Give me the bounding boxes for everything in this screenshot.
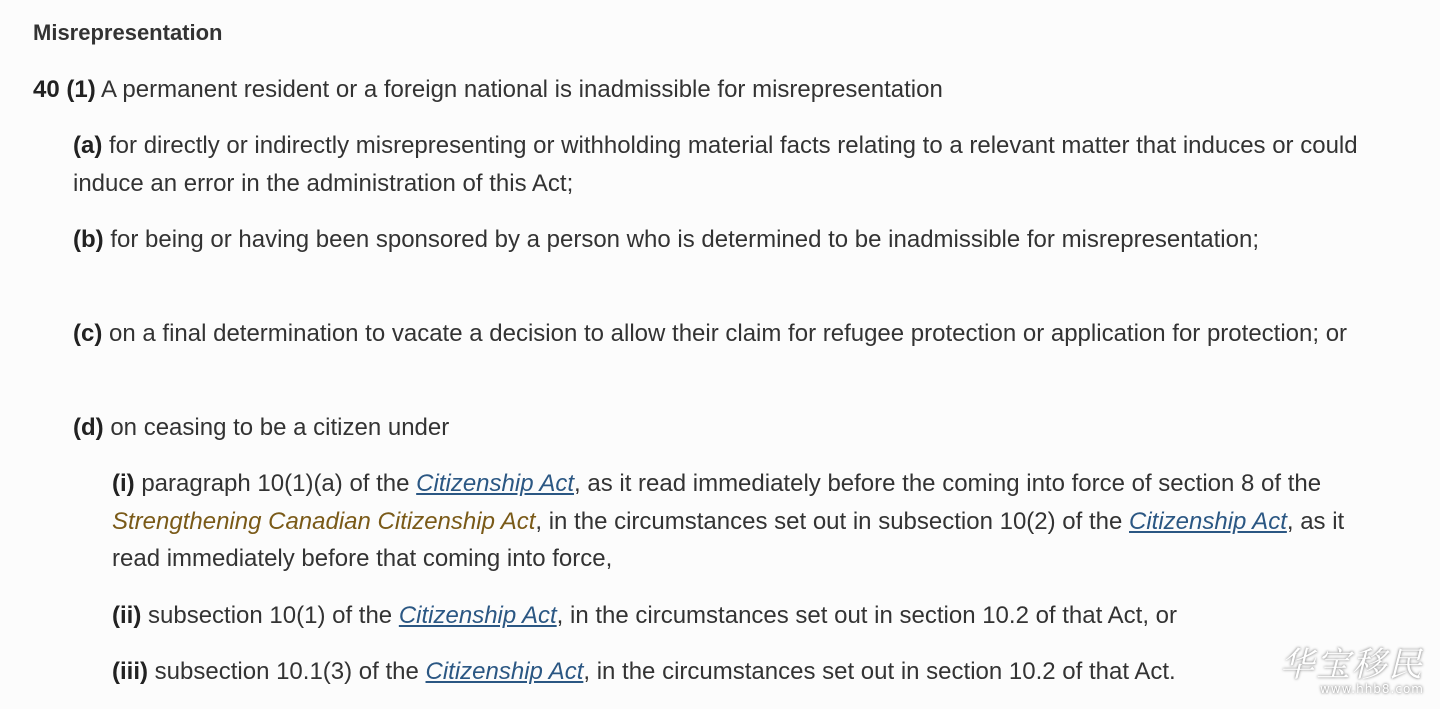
watermark [1280,647,1424,695]
subparagraph-text: , in the circumstances set out in subsection 10(2) of the [535,507,1123,535]
subparagraph-i [112,465,1382,578]
paragraph-label: (b) [73,226,104,253]
paragraph-a [73,127,1373,202]
paragraph-d [73,409,1373,447]
paragraph-b [73,221,1373,259]
paragraph-text: on a final determination to vacate a decision to allow their claim for refugee protection or application for protection; or [109,320,1348,347]
citizenship-act-link[interactable]: Citizenship Act [398,602,557,629]
subparagraph-text: , as it read immediately before the coming into force of section 8 of the [574,470,1322,497]
paragraph-label: (c) [73,320,103,347]
citizenship-act-link[interactable]: Citizenship Act [416,470,575,497]
paragraph-label: (d) [73,414,104,441]
section-lead-text: A permanent resident or a foreign national is inadmissible for misrepresentation [101,76,943,103]
paragraph-label: (a) [73,132,103,159]
subparagraph-text: , in the circumstances set out in section 10.2 of that Act. [583,658,1176,685]
subparagraph-text: subsection 10(1) of the [148,602,393,629]
section-number: 40 (1) [33,76,96,103]
subparagraph-label: (ii) [112,602,142,629]
subparagraph-label: (iii) [112,658,148,685]
paragraph-c [73,315,1373,353]
citizenship-act-link[interactable]: Citizenship Act [425,658,584,685]
section-heading: Misrepresentation [33,20,223,45]
section-lead [33,71,1393,109]
subparagraph-ii [112,597,1382,635]
subparagraph-text: paragraph 10(1)(a) of the [141,470,410,497]
watermark-url: www.hhb8.com [1319,682,1424,696]
paragraph-text: on ceasing to be a citizen under [110,414,450,441]
subparagraph-text: subsection 10.1(3) of the [154,658,419,685]
subparagraph-label: (i) [112,470,135,497]
subparagraph-text: , in the circumstances set out in section 10.2 of that Act, or [556,602,1177,629]
paragraph-text: for being or having been sponsored by a person who is determined to be inadmissible for misrepresentation; [110,226,1259,253]
subparagraph-iii [112,653,1382,691]
strengthening-act-citation: Strengthening Canadian Citizenship Act [112,507,536,535]
watermark-logo-text: 华宝移民 [1280,645,1424,685]
subparagraph-text: , as it read immediately before that coming into force, [112,507,1345,572]
citizenship-act-link[interactable]: Citizenship Act [1129,507,1287,535]
paragraph-text: for directly or indirectly misrepresenting or withholding material facts relating to a relevant matter that induces or could induce an error in the administration of this Act; [73,132,1358,197]
